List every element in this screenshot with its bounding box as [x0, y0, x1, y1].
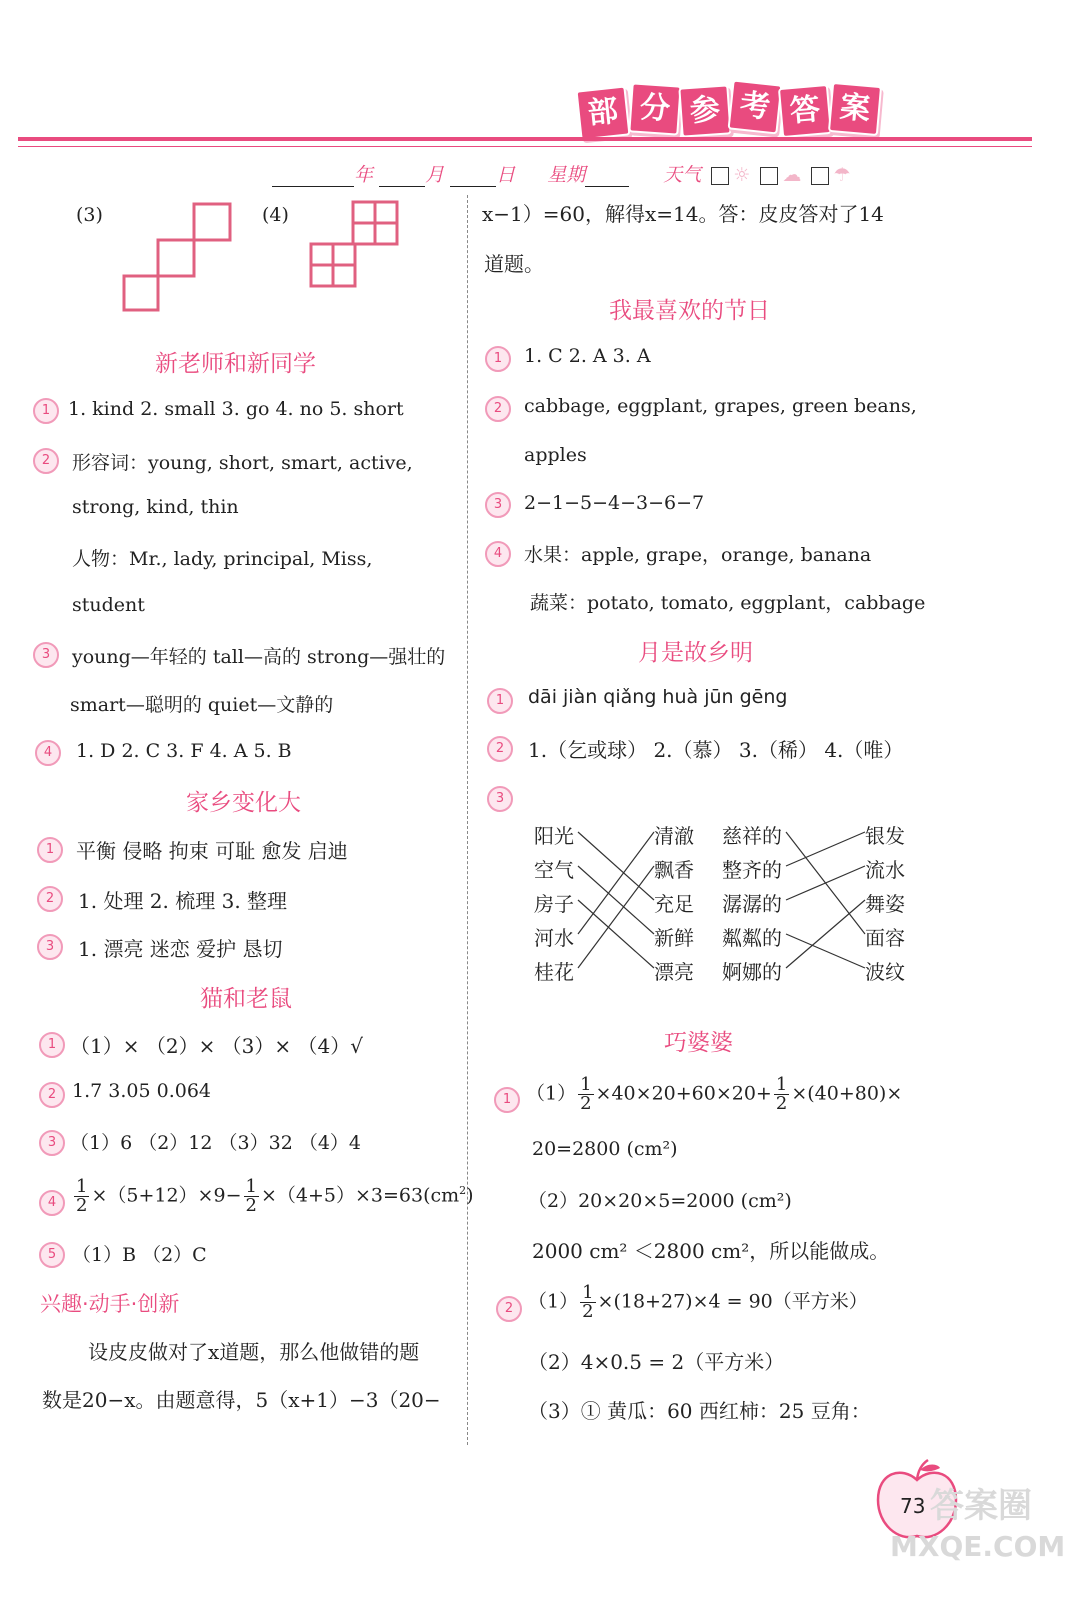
paragraph-line: 数是20−x。由题意得，5（x+1）−3（20−: [42, 1388, 441, 1412]
item-number: 2: [487, 736, 513, 762]
answer-line: 1. C 2. A 3. A: [524, 345, 651, 367]
item-number: 1: [494, 1087, 520, 1113]
answer-line: 1.7 3.05 0.064: [72, 1080, 211, 1102]
paragraph-line: 设皮皮做对了x道题，那么他做错的题: [88, 1340, 420, 1364]
fraction: [580, 1284, 595, 1321]
formula-line: 20=2800 (cm²): [532, 1138, 678, 1160]
pinyin-line: dāi jiàn qiǎng huà jūn gēng: [528, 686, 788, 708]
item-number: 3: [39, 1130, 65, 1156]
answer-line: 2−1−5−4−3−6−7: [524, 492, 705, 514]
match-word: 面容: [865, 926, 905, 950]
formula-line: 2000 cm² ＜2800 cm²，所以能做成。: [532, 1239, 890, 1263]
item-number: 1: [39, 1032, 65, 1058]
formula-text: ×（4+5）×3=63(cm: [260, 1184, 460, 1207]
fig-label-4: (4): [262, 204, 289, 226]
answer-line: smart—聪明的 quiet—文静的: [70, 694, 334, 716]
title-char: 案: [828, 82, 882, 136]
item-number: 1: [33, 398, 59, 424]
formula-text: ×（5+12）×9−: [91, 1184, 242, 1207]
formula-text: （1）: [526, 1082, 577, 1105]
weekday-label: 星期: [547, 164, 586, 186]
match-word: 流水: [865, 858, 905, 882]
numerator: 1: [76, 1176, 88, 1197]
answer-line: young—年轻的 tall—高的 strong—强壮的: [72, 646, 446, 668]
fraction: [774, 1076, 789, 1113]
answer-line: 1. kind 2. small 3. go 4. no 5. short: [68, 398, 404, 420]
formula-line: （2）4×0.5 = 2（平方米）: [528, 1350, 785, 1374]
answer-line: （1）B （2）C: [72, 1244, 207, 1266]
item-number: 2: [37, 886, 63, 912]
item-number: 5: [39, 1242, 65, 1268]
rain-icon: ☂: [833, 164, 851, 186]
match-word: 空气: [534, 858, 574, 882]
day-label: 日: [496, 164, 516, 186]
answer-line: apples: [524, 444, 587, 466]
section-title: 新老师和新同学: [155, 351, 316, 377]
match-word: 婀娜的: [722, 960, 782, 984]
item-number: 1: [487, 688, 513, 714]
item-number: 2: [39, 1082, 65, 1108]
item-number: 2: [33, 448, 59, 474]
answer-line: 平衡 侵略 拘束 可耻 愈发 启迪: [76, 839, 348, 863]
sun-icon: ☼: [733, 164, 751, 186]
match-word: 波纹: [865, 960, 905, 984]
title-char: 分: [628, 82, 681, 135]
title-char: 考: [728, 80, 783, 135]
denominator: 2: [582, 1301, 594, 1322]
answer-line: 人物：Mr., lady, principal, Miss,: [72, 548, 373, 570]
answer-line: 水果：apple, grape，orange, banana: [524, 544, 872, 566]
match-word: 潺潺的: [722, 892, 782, 916]
answer-line: 1. 处理 2. 梳理 3. 整理: [78, 889, 288, 913]
watermark-url: MXQE.COM: [890, 1530, 1066, 1563]
answer-line: （1）× （2）× （3）× （4）√: [70, 1034, 363, 1058]
numerator: 1: [775, 1074, 788, 1095]
item-number: 3: [37, 934, 63, 960]
section-title: 我最喜欢的节日: [609, 298, 770, 324]
page-number: 73: [900, 1494, 926, 1518]
month-label: 月: [425, 164, 445, 186]
formula-text: ×(40+80)×: [791, 1082, 903, 1105]
fraction: [578, 1076, 593, 1113]
numerator: 1: [580, 1074, 592, 1095]
match-word: 舞姿: [865, 892, 905, 916]
section-title: 巧婆婆: [664, 1030, 733, 1056]
formula-line: [528, 1284, 868, 1321]
match-word: 银发: [865, 824, 905, 848]
match-word: 桂花: [534, 960, 574, 984]
section-title: 家乡变化大: [186, 790, 301, 816]
section-title: 猫和老鼠: [200, 986, 292, 1012]
match-word: 整齐的: [722, 858, 782, 882]
title-char: 部: [576, 86, 631, 141]
paragraph-line: 道题。: [484, 252, 544, 276]
answer-line: （1）6 （2）12 （3）32 （4）4: [70, 1132, 362, 1154]
fig-label-3: (3): [76, 204, 103, 226]
match-word: 河水: [534, 926, 574, 950]
answer-line: 1.（乞或球） 2.（慕） 3.（稀） 4.（唯）: [528, 738, 904, 762]
cloud-icon: ☁: [782, 164, 802, 186]
formula-text: ): [466, 1184, 474, 1207]
match-word: 漂亮: [654, 960, 694, 984]
answer-line: 1. 漂亮 迷恋 爱护 恳切: [78, 937, 283, 961]
item-number: 2: [496, 1296, 522, 1322]
numerator: 1: [582, 1282, 594, 1303]
answer-line: 形容词：young, short, smart, active,: [72, 452, 413, 474]
match-word: 慈祥的: [722, 824, 782, 848]
match-word: 清澈: [654, 824, 694, 848]
title-char: 答: [778, 84, 832, 138]
item-number: 1: [37, 837, 63, 863]
item-number: 2: [485, 396, 511, 422]
answer-line: 1. D 2. C 3. F 4. A 5. B: [76, 740, 292, 762]
item-number: 4: [39, 1190, 65, 1216]
item-number: 4: [485, 541, 511, 567]
title-char: 参: [678, 84, 731, 137]
formula-line: （3）① 黄瓜：60 西红柿：25 豆角：: [528, 1399, 871, 1423]
match-word: 房子: [534, 892, 574, 916]
answer-line: student: [72, 594, 145, 616]
match-word: 粼粼的: [722, 926, 782, 950]
match-word: 充足: [654, 892, 694, 916]
denominator: 2: [245, 1195, 257, 1216]
numerator: 1: [245, 1176, 257, 1197]
formula-text: ×(18+27)×4 = 90（平方米）: [597, 1290, 868, 1313]
watermark-brand: 答案圈: [930, 1486, 1032, 1526]
item-number: 3: [487, 786, 513, 812]
weather-label: 天气: [663, 164, 702, 186]
denominator: 2: [775, 1093, 788, 1114]
item-number: 4: [35, 740, 61, 766]
item-number: 3: [33, 642, 59, 668]
match-word: 阳光: [534, 824, 574, 848]
formula-text: （1）: [528, 1290, 579, 1313]
formula-line: （2）20×20×5=2000 (cm²): [528, 1190, 792, 1212]
paragraph-line: x−1）=60，解得x=14。答：皮皮答对了14: [482, 202, 884, 226]
section-title: 月是故乡明: [638, 640, 753, 666]
denominator: 2: [580, 1093, 592, 1114]
item-number: 1: [485, 346, 511, 372]
formula-line: [526, 1076, 902, 1113]
match-word: 飘香: [654, 858, 694, 882]
item-number: 3: [485, 492, 511, 518]
answer-line: 蔬菜：potato, tomato, eggplant，cabbage: [530, 592, 926, 614]
match-word: 新鲜: [654, 926, 694, 950]
year-label: 年: [354, 164, 374, 186]
section-title: 兴趣·动手·创新: [40, 1292, 180, 1316]
denominator: 2: [76, 1195, 88, 1216]
answer-line: cabbage, eggplant, grapes, green beans,: [524, 395, 917, 417]
superscript: 2: [459, 1184, 467, 1198]
formula-text: ×40×20+60×20+: [595, 1082, 772, 1105]
answer-line: strong, kind, thin: [72, 496, 239, 518]
